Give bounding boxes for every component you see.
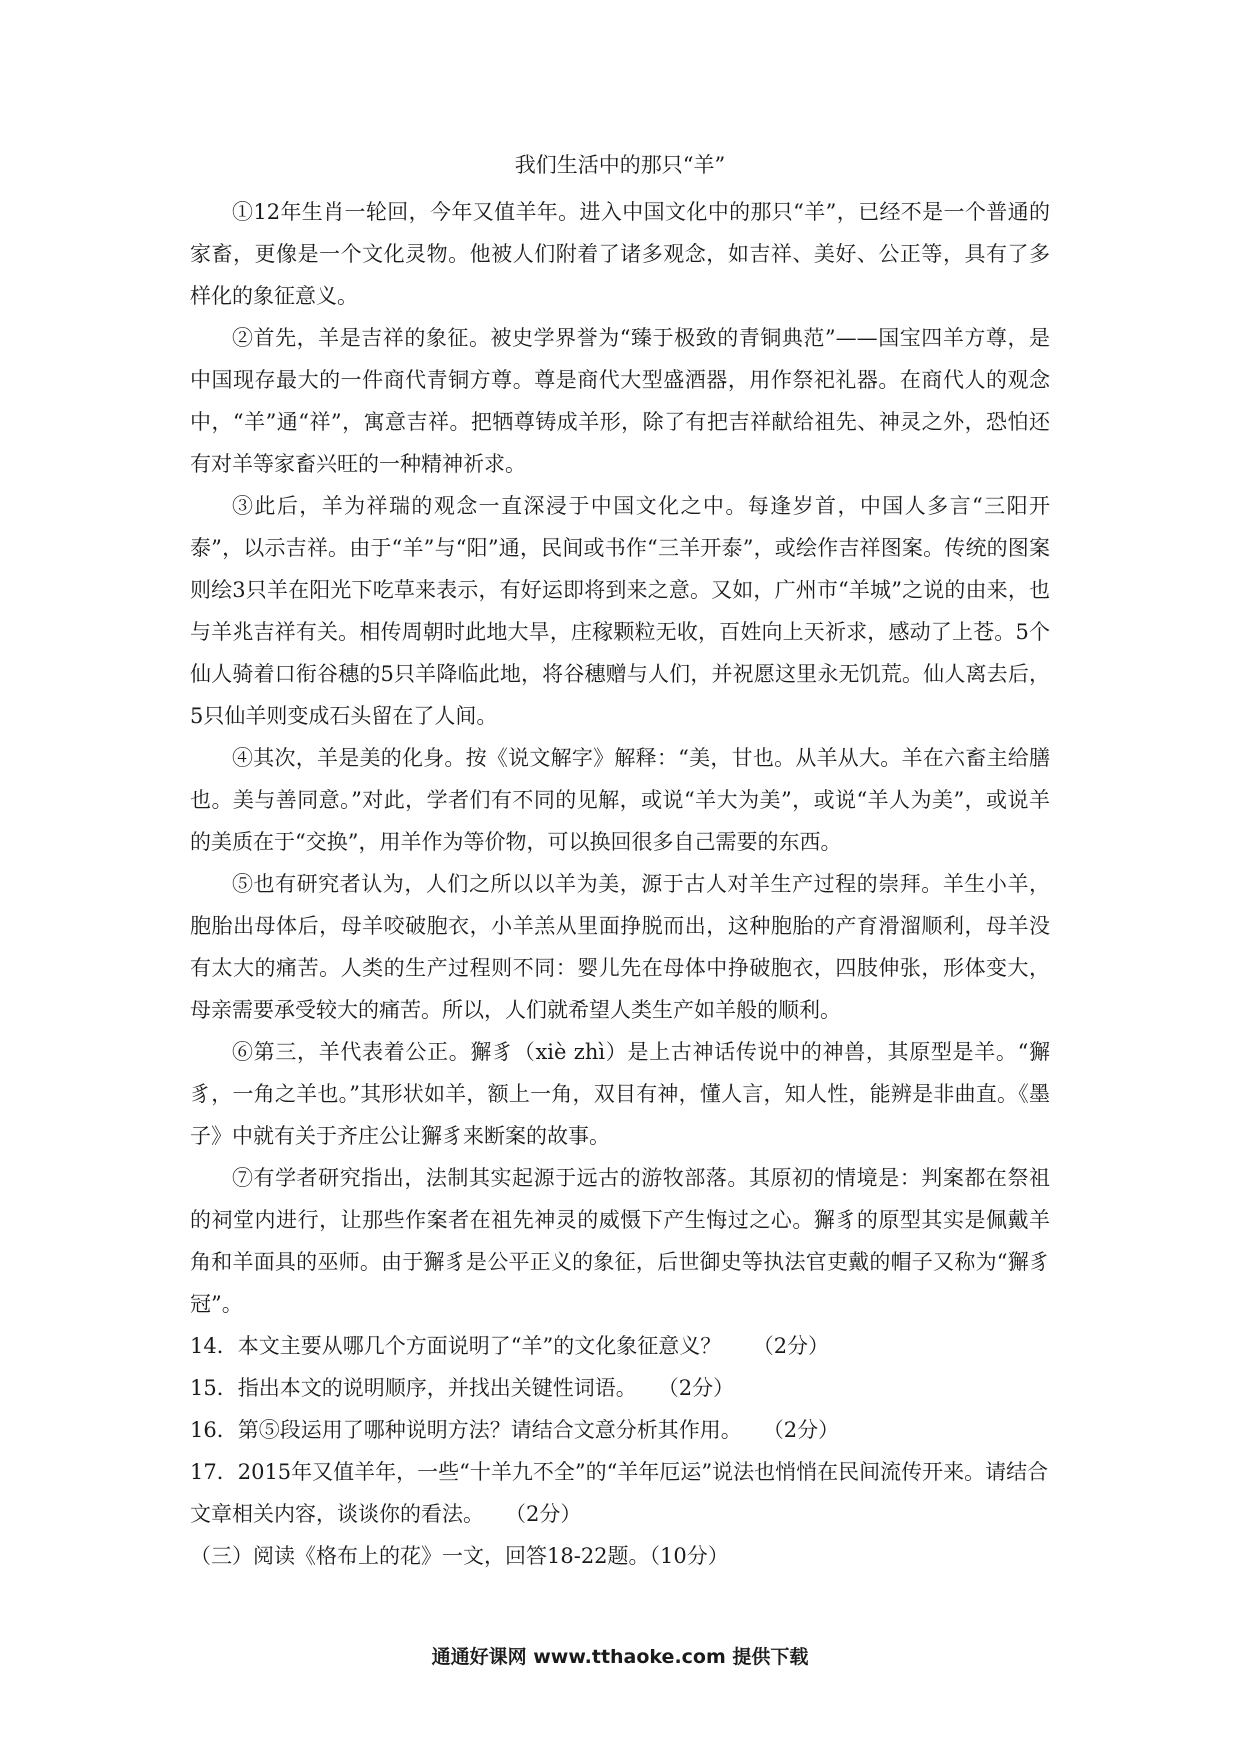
paragraph-3: ③此后，羊为祥瑞的观念一直深浸于中国文化之中。每逢岁首，中国人多言“三阳开泰”，以示吉祥。由于“羊”与“阳”通，民间或书作“三羊开泰”，或绘作吉祥图案。传统的图案则绘3只羊在阳光下吃草来表示，有好运即将到来之意。又如，广州市“羊城”之说的由来，也与羊兆吉祥有关。相传周朝时此地大旱，庄稼颗粒无收，百姓向上天祈求，感动了上苍。5个仙人骑着口衔谷穗的5只羊降临此地，将谷穗赠与人们，并祝愿这里永无饥荒。仙人离去后，5只仙羊则变成石头留在了人间。 <box>190 494 1050 728</box>
question-16: 16．第⑤段运用了哪种说明方法？请结合文意分析其作用。 （2分） <box>190 1418 840 1442</box>
question-17: 17．2015年又值羊年，一些“十羊九不全”的“羊年厄运”说法也悄悄在民间流传开来。请结合文章相关内容，谈谈你的看法。 （2分） <box>190 1460 1049 1526</box>
paragraph-6: ⑥第三，羊代表着公正。獬豸（xiè zhì）是上古神话传说中的神兽，其原型是羊。“獬豸，一角之羊也。”其形状如羊，额上一角，双目有神，懂人言，知人性，能辨是非曲直。《墨子》中就有关于齐庄公让獬豸来断案的故事。 <box>190 1040 1050 1148</box>
paragraph-4: ④其次，羊是美的化身。按《说文解字》解释：“美，甘也。从羊从大。羊在六畜主给膳也。美与善同意。”对此，学者们有不同的见解，或说“羊大为美”，或说“羊人为美”，或说羊的美质在于“交换”，用羊作为等价物，可以换回很多自己需要的东西。 <box>190 746 1050 854</box>
paragraph-1: ①12年生肖一轮回，今年又值羊年。进入中国文化中的那只“羊”，已经不是一个普通的家畜，更像是一个文化灵物。他被人们附着了诸多观念，如吉祥、美好、公正等，具有了多样化的象征意义。 <box>190 200 1050 308</box>
question-14: 14．本文主要从哪几个方面说明了“羊”的文化象征意义？ （2分） <box>190 1334 830 1358</box>
footer-watermark: 通通好课网 www.tthaoke.com 提供下载 <box>431 1646 809 1668</box>
section-heading: （三）阅读《格布上的花》一文，回答18-22题。（10分） <box>190 1544 729 1568</box>
paragraph-2: ②首先，羊是吉祥的象征。被史学界誉为“臻于极致的青铜典范”——国宝四羊方尊，是中国现存最大的一件商代青铜方尊。尊是商代大型盛酒器，用作祭祀礼器。在商代人的观念中，“羊”通“祥”，寓意吉祥。把牺尊铸成羊形，除了有把吉祥献给祖先、神灵之外，恐怕还有对羊等家畜兴旺的一种精神祈求。 <box>190 326 1050 476</box>
question-15: 15．指出本文的说明顺序，并找出关键性词语。 （2分） <box>190 1376 735 1400</box>
paragraph-5: ⑤也有研究者认为，人们之所以以羊为美，源于古人对羊生产过程的崇拜。羊生小羊，胞胎出母体后，母羊咬破胞衣，小羊羔从里面挣脱而出，这种胞胎的产育滑溜顺利，母羊没有太大的痛苦。人类的生产过程则不同：婴儿先在母体中挣破胞衣，四肢伸张，形体变大，母亲需要承受较大的痛苦。所以，人们就希望人类生产如羊般的顺利。 <box>190 872 1050 1022</box>
paragraph-7: ⑦有学者研究指出，法制其实起源于远古的游牧部落。其原初的情境是：判案都在祭祖的祠堂内进行，让那些作案者在祖先神灵的威慑下产生悔过之心。獬豸的原型其实是佩戴羊角和羊面具的巫师。由于獬豸是公平正义的象征，后世御史等执法官吏戴的帽子又称为“獬豸冠”。 <box>190 1166 1050 1316</box>
article-body <box>190 191 1050 1577</box>
article-title: 我们生活中的那只“羊” <box>514 153 726 177</box>
